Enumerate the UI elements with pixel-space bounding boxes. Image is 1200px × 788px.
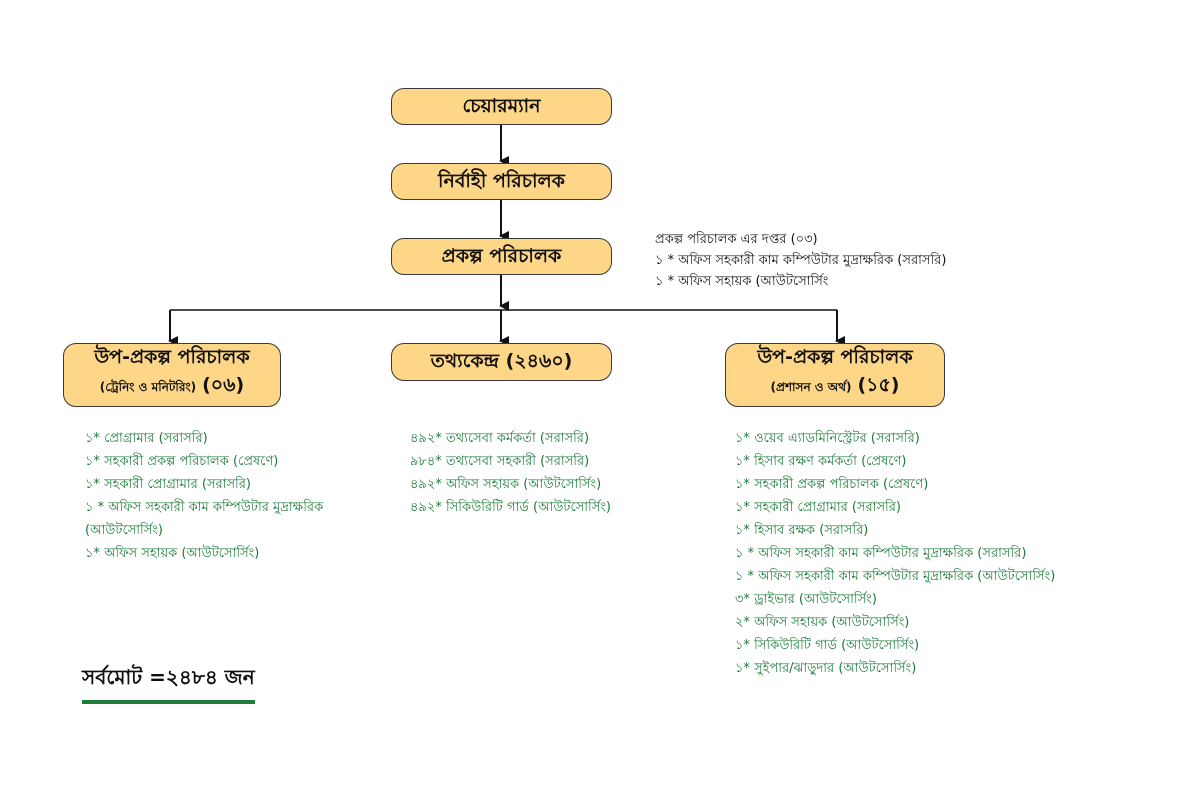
executive-director-label: নির্বাহী পরিচালক <box>438 169 565 192</box>
list-item: ১* সহকারী প্রকল্প পরিচালক (প্রেষণে) <box>735 477 929 492</box>
list-item: ১* হিসাব রক্ষণ কর্মকর্তা (প্রেষণে) <box>735 454 907 469</box>
list-item: ১* সহকারী প্রকল্প পরিচালক (প্রেষণে) <box>85 454 279 469</box>
executive-director-box <box>391 163 612 200</box>
right-box-title: উপ-প্রকল্প পরিচালক <box>757 346 913 369</box>
list-item: ৩* ড্রাইভার (আউটসোর্সিং) <box>735 592 877 607</box>
total-count: সর্বমোট =২৪৮৪ জন <box>82 663 255 704</box>
project-director-label: প্রকল্প পরিচালক <box>441 244 562 267</box>
center-staff-list <box>410 427 611 519</box>
list-item: ৪৯২* অফিস সহায়ক (আউটসোর্সিং) <box>410 477 602 492</box>
left-deputy-director-box <box>63 343 281 407</box>
list-item: ৯৮৪* তথ্যসেবা সহকারী (সরাসরি) <box>410 454 590 469</box>
list-item: ১* অফিস সহায়ক (আউটসোর্সিং) <box>85 546 260 561</box>
info-center-title: তথ্যকেন্দ্র (২৪৬০) <box>430 350 573 373</box>
right-box-subtitle: (প্রশাসন ও অর্থ) <box>770 379 852 394</box>
list-item: ৪৯২* সিকিউরিটি গার্ড (আউটসোর্সিং) <box>410 500 611 515</box>
pd-office-item: ১ * অফিস সহকারী কাম কম্পিউটার মুদ্রাক্ষরিক (সরাসরি) <box>655 253 947 268</box>
list-item: ১* সুইপার/ঝাড়ুদার (আউটসোর্সিং) <box>735 661 917 676</box>
list-item: ১ * অফিস সহকারী কাম কম্পিউটার মুদ্রাক্ষরিক (আউটসোর্সিং) <box>85 500 324 538</box>
list-item: ১* সহকারী প্রোগ্রামার (সরাসরি) <box>735 500 901 515</box>
left-box-subtitle: (ট্রেনিং ও মনিটরিং) <box>99 379 197 394</box>
list-item: ৪৯২* তথ্যসেবা কর্মকর্তা (সরাসরি) <box>410 431 590 446</box>
list-item: ১* সিকিউরিটি গার্ড (আউটসোর্সিং) <box>735 638 920 653</box>
right-deputy-director-box <box>725 343 945 407</box>
list-item: ১* হিসাব রক্ষক (সরাসরি) <box>735 523 869 538</box>
list-item: ১ * অফিস সহকারী কাম কম্পিউটার মুদ্রাক্ষরিক (আউটসোর্সিং) <box>735 569 1056 584</box>
list-item: ২* অফিস সহায়ক (আউটসোর্সিং) <box>735 615 910 630</box>
chairman-label: চেয়ারম্যান <box>462 94 541 117</box>
left-box-title: উপ-প্রকল্প পরিচালক <box>94 346 250 369</box>
list-item: ১ * অফিস সহকারী কাম কম্পিউটার মুদ্রাক্ষরিক (সরাসরি) <box>735 546 1027 561</box>
pd-office-note <box>655 229 946 292</box>
pd-office-heading: প্রকল্প পরিচালক এর দপ্তর (০৩) <box>655 232 818 247</box>
left-box-count: (০৬) <box>202 373 245 396</box>
right-staff-list <box>735 427 1055 680</box>
left-staff-list <box>85 427 405 565</box>
pd-office-item: ১ * অফিস সহায়ক (আউটসোর্সিং <box>655 274 829 289</box>
project-director-box <box>391 238 612 275</box>
info-center-box <box>391 343 612 381</box>
list-item: ১* ওয়েব এ্যাডমিনিস্ট্রেটর (সরাসরি) <box>735 431 920 446</box>
right-box-count: (১৫) <box>857 373 900 396</box>
chairman-box <box>391 88 612 125</box>
list-item: ১* প্রোগ্রামার (সরাসরি) <box>85 431 208 446</box>
list-item: ১* সহকারী প্রোগ্রামার (সরাসরি) <box>85 477 251 492</box>
